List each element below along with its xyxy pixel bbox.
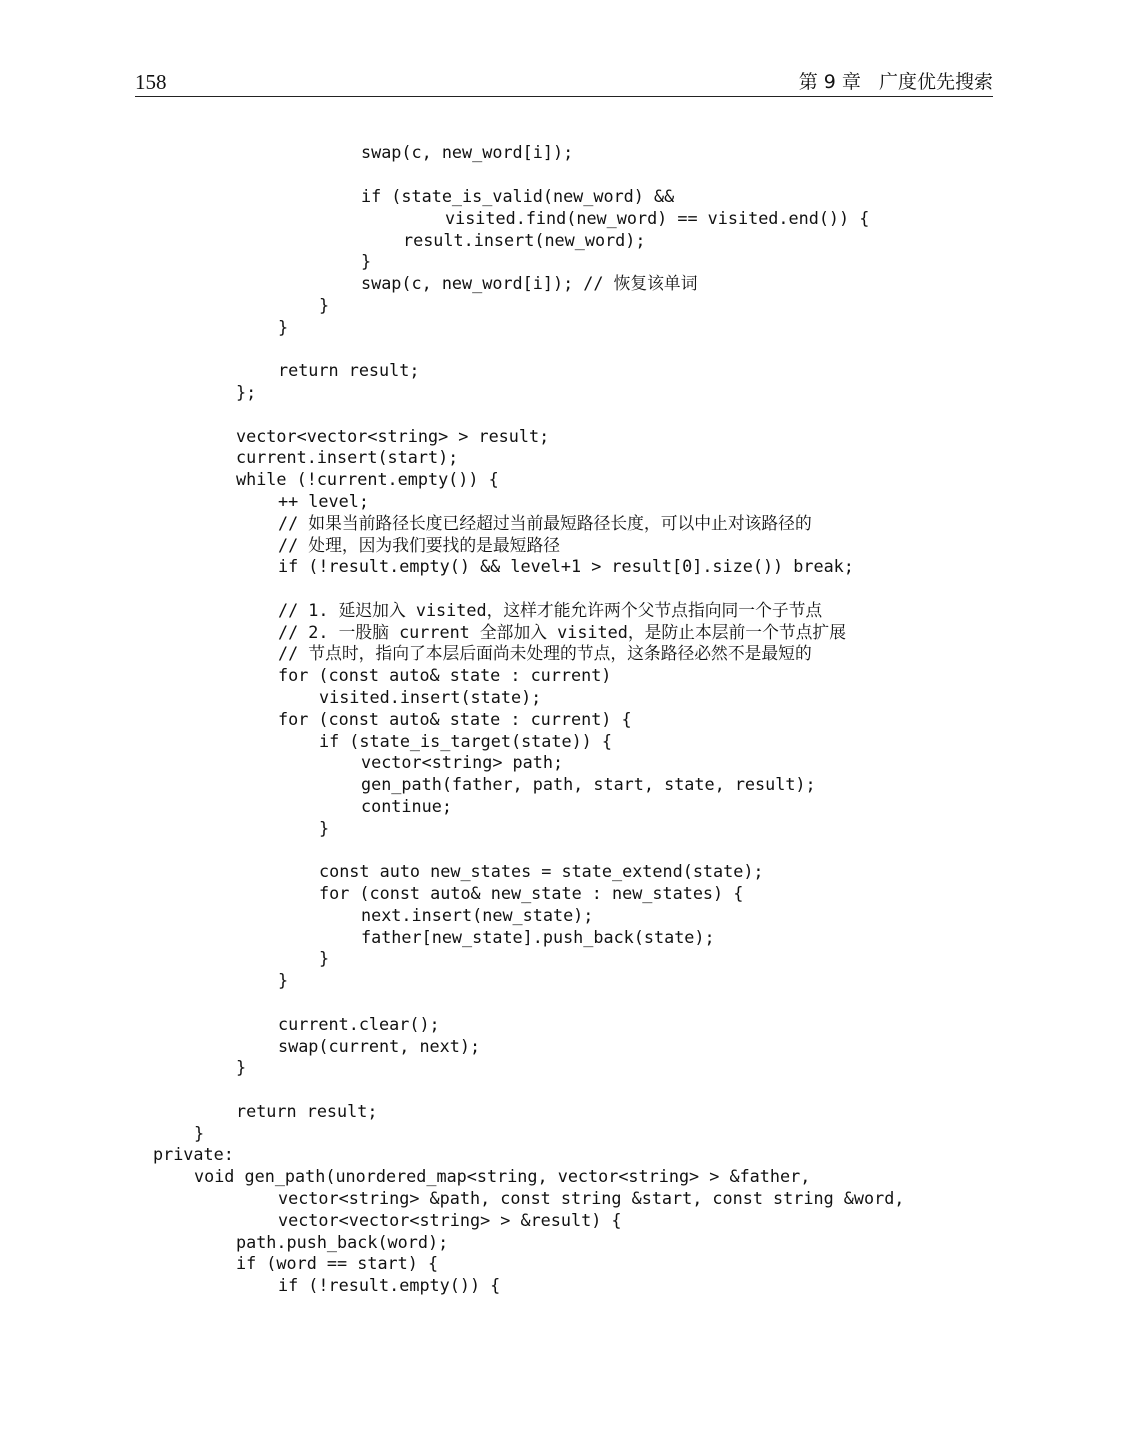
code-line: }: [236, 1057, 247, 1077]
code-line: }: [319, 818, 330, 838]
code-line: }: [361, 251, 372, 271]
code-line: path.push_back(word);: [236, 1232, 449, 1252]
code-line: // 节点时，指向了本层后面尚未处理的节点，这条路径必然不是最短的: [278, 643, 812, 663]
code-line: vector<vector<string> > result;: [236, 426, 550, 446]
code-line: swap(c, new_word[i]); // 恢复该单词: [361, 273, 698, 293]
code-line: vector<string> path;: [361, 752, 564, 772]
code-line: }: [319, 948, 330, 968]
code-line: result.insert(new_word);: [403, 230, 646, 250]
code-line: visited.find(new_word) == visited.end()) {: [445, 208, 870, 228]
code-line: swap(c, new_word[i]);: [361, 142, 574, 162]
code-line: private:: [153, 1144, 234, 1164]
code-line: gen_path(father, path, start, state, result);: [361, 774, 816, 794]
code-line: for (const auto& new_state : new_states) {: [319, 883, 744, 903]
code-line: void gen_path(unordered_map<string, vector<string> > &father,: [194, 1166, 811, 1186]
code-line: const auto new_states = state_extend(state);: [319, 861, 764, 881]
code-line: while (!current.empty()) {: [236, 469, 499, 489]
code-line: current.insert(start);: [236, 447, 459, 467]
page-number: 158: [135, 70, 167, 94]
code-line: // 如果当前路径长度已经超过当前最短路径长度，可以中止对该路径的: [278, 513, 812, 533]
code-line: for (const auto& state : current) {: [278, 709, 632, 729]
chapter-title: 第 9 章 广度优先搜索: [798, 71, 993, 93]
code-line: next.insert(new_state);: [361, 905, 594, 925]
code-line: current.clear();: [278, 1014, 440, 1034]
code-line: if (word == start) {: [236, 1253, 439, 1273]
code-line: }: [278, 317, 289, 337]
code-line: // 2. 一股脑 current 全部加入 visited，是防止本层前一个节点扩展: [278, 622, 846, 642]
code-line: for (const auto& state : current): [278, 665, 612, 685]
code-line: // 处理，因为我们要找的是最短路径: [278, 535, 561, 555]
code-line: }: [278, 970, 289, 990]
code-line: if (!result.empty()) {: [278, 1275, 501, 1295]
code-line: father[new_state].push_back(state);: [361, 927, 715, 947]
code-line: return result;: [236, 1101, 378, 1121]
code-line: }: [194, 1123, 205, 1143]
code-line: vector<vector<string> > &result) {: [278, 1210, 622, 1230]
code-line: visited.insert(state);: [319, 687, 542, 707]
code-line: }: [319, 295, 330, 315]
code-line: return result;: [278, 360, 420, 380]
code-line: if (state_is_valid(new_word) &&: [361, 186, 675, 206]
code-line: ++ level;: [278, 491, 369, 511]
code-line: if (state_is_target(state)) {: [319, 731, 612, 751]
code-line: if (!result.empty() && level+1 > result[0].size()) break;: [278, 556, 854, 576]
code-line: // 1. 延迟加入 visited，这样才能允许两个父节点指向同一个子节点: [278, 600, 823, 620]
code-line: vector<string> &path, const string &start, const string &word,: [278, 1188, 905, 1208]
code-line: swap(current, next);: [278, 1036, 481, 1056]
code-line: continue;: [361, 796, 452, 816]
code-line: };: [236, 382, 257, 402]
